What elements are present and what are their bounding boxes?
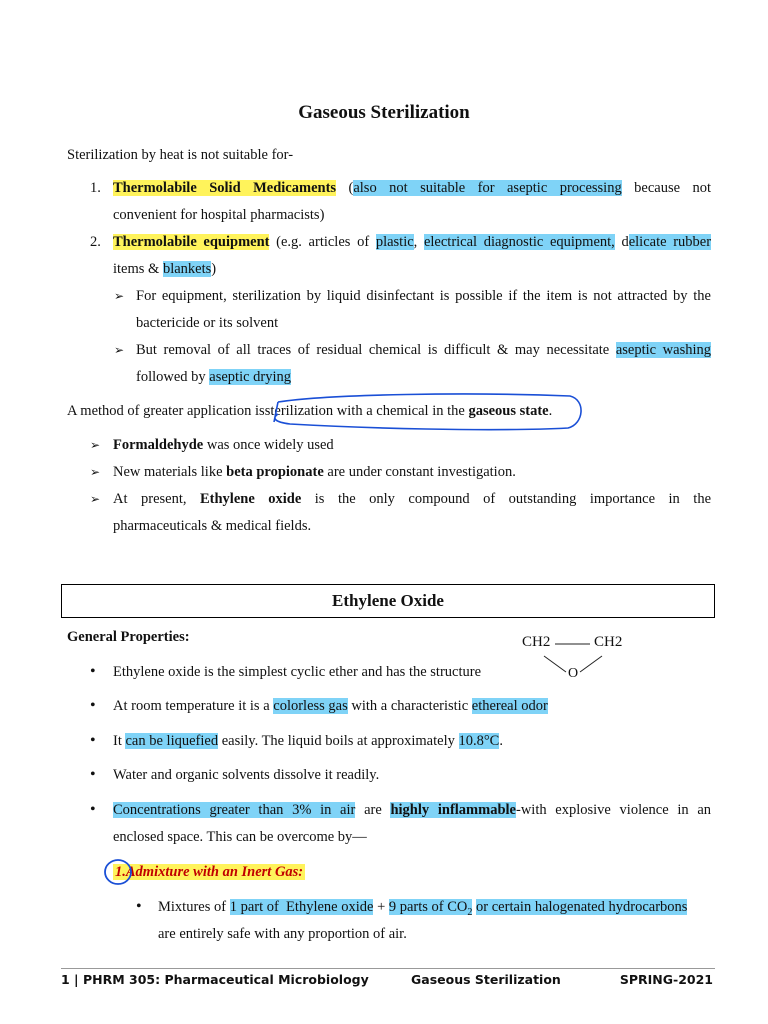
eo-pre: At present, <box>113 491 187 507</box>
bullet-formaldehyde <box>113 435 334 455</box>
prop-solvents: Water and organic solvents dissolve it readily. <box>113 767 380 783</box>
section-title: Ethylene Oxide <box>332 591 444 610</box>
bullet-dot-icon: • <box>90 697 96 714</box>
pen-circle-number-annotation <box>102 856 138 888</box>
arrow-bullet-icon: ➢ <box>90 492 101 506</box>
sub-bullet-b-line1 <box>136 340 711 360</box>
highlight-aseptic-washing: aseptic washing <box>615 342 711 358</box>
page-title: Gaseous Sterilization <box>298 102 470 123</box>
p2-pre: At room temperature it is a <box>113 698 270 714</box>
beta-pre: New materials like <box>113 464 223 480</box>
bullet-dot-icon: • <box>90 766 96 783</box>
admixture-heading <box>113 862 305 882</box>
p5-rest: -with explosive violence in an <box>515 802 712 818</box>
highlight-thermolabile-solid: Thermolabile Solid Medicaments <box>113 180 337 196</box>
beta-rest: are under constant investigation. <box>327 464 516 480</box>
ethylene-oxide-structure <box>522 634 632 684</box>
highlight-nine-parts: 9 parts of CO <box>388 899 468 915</box>
highlight-plastic: plastic <box>375 234 414 250</box>
method-post: . <box>548 403 553 419</box>
arrow-bullet-icon: ➢ <box>90 465 101 479</box>
footer-topic: Gaseous Sterilization <box>411 972 561 987</box>
list-item-2-line1 <box>113 232 711 252</box>
list-item-2-rubber-wrap <box>621 234 711 250</box>
sub-bullet-a-line1: For equipment, sterilization by liquid disinfectant is possible if the item is not attracted by the <box>136 288 711 304</box>
mixtures-line1 <box>158 897 687 923</box>
sub-bullet-b-text: But removal of all traces of residual chemical is difficult & may necessitate <box>136 342 610 358</box>
method-pre: A method of greater application is <box>67 403 265 419</box>
paren-open: ( <box>348 180 354 196</box>
admixture-text: Admixture with an Inert Gas: <box>125 864 304 880</box>
prop-colorless-gas <box>113 696 548 716</box>
letter-d: d <box>621 234 629 250</box>
highlight-blankets: blankets <box>162 261 212 277</box>
mix-plus: + <box>377 899 386 915</box>
arrow-bullet-icon: ➢ <box>90 438 101 452</box>
p5-are: are <box>364 802 382 818</box>
list-number-1: 1. <box>90 180 101 196</box>
mixtures-line2: are entirely safe with any proportion of air. <box>158 926 407 942</box>
co2-subscript: 2 <box>467 906 473 918</box>
p3-mid: easily. The liquid boils at approximately <box>221 733 455 749</box>
highlight-inflammable-wrap <box>390 802 516 818</box>
highlight-colorless-gas: colorless gas <box>273 698 348 714</box>
highlight-concentrations: Concentrations greater than 3% in air <box>113 802 356 818</box>
list-number-2: 2. <box>90 234 101 250</box>
page-footer <box>61 968 715 989</box>
p3-pre: It <box>113 733 122 749</box>
structure-ch2-right: CH2 <box>594 634 623 650</box>
bullet-dot-icon: • <box>90 732 96 749</box>
structure-oxygen: O <box>568 666 579 681</box>
admixture-highlight <box>113 864 305 880</box>
bullet-ethylene-oxide-line2: pharmaceuticals & medical fields. <box>113 518 312 534</box>
footer-term: SPRING-2021 <box>619 972 713 987</box>
pen-circle-annotation <box>270 388 586 434</box>
list-item-1-line2: convenient for hospital pharmacists) <box>113 207 325 223</box>
intro-text: Sterilization by heat is not suitable for- <box>67 147 294 163</box>
prop-cyclic-ether: Ethylene oxide is the simplest cyclic ether and has the structure <box>113 664 482 680</box>
highlight-delicate-rubber: elicate rubber <box>628 234 712 250</box>
highlight-aseptic-drying: aseptic drying <box>209 369 292 385</box>
structure-bonds <box>522 634 632 684</box>
arrow-bullet-icon: ➢ <box>114 343 125 357</box>
highlight-ethereal-odor: ethereal odor <box>471 698 548 714</box>
paren-close: ) <box>211 261 217 277</box>
highlight-aseptic-processing: also not suitable for aseptic processing <box>353 180 622 196</box>
prop-liquefied <box>113 731 503 751</box>
prop-inflammable-line1 <box>113 800 711 820</box>
highlight-liquefied: can be liquefied <box>125 733 219 749</box>
highlight-one-part: 1 part of Ethylene oxide <box>229 899 374 915</box>
method-mid: sterilization with a chemical in the <box>264 403 465 419</box>
bullet-ethylene-oxide-line1 <box>113 489 711 509</box>
method-gaseous-state: gaseous state <box>468 403 549 419</box>
p2-mid: with a characteristic <box>351 698 469 714</box>
highlight-thermolabile-equipment: Thermolabile equipment <box>113 234 270 250</box>
highlight-electrical-equipment: electrical diagnostic equipment, <box>423 234 615 250</box>
beta-bold: beta propionate <box>226 464 324 480</box>
highlight-inflammable: highly inflammable <box>390 802 516 818</box>
bullet-dot-icon: • <box>90 801 96 818</box>
structure-ch2-left: CH2 <box>522 634 551 650</box>
sub-bullet-a-line2: bactericide or its solvent <box>136 315 279 331</box>
list-item-1-line1 <box>113 178 711 198</box>
comma: , <box>413 234 418 250</box>
eo-bold: Ethylene oxide <box>199 491 302 507</box>
highlight-boiling-point: 10.8°C <box>458 733 500 749</box>
list-item-1-rest: because not <box>634 180 712 196</box>
formaldehyde-bold: Formaldehyde <box>113 437 204 453</box>
footer-course: 1 | PHRM 305: Pharmaceutical Microbiology <box>61 972 369 987</box>
list-item-2-line2 <box>113 259 216 279</box>
admixture-number: 1. <box>115 864 126 880</box>
bullet-dot-icon: • <box>136 898 142 915</box>
section-heading-box <box>61 584 715 618</box>
list-item-2-eg: (e.g. articles of <box>276 234 370 250</box>
arrow-bullet-icon: ➢ <box>114 289 125 303</box>
followed-by: followed by <box>136 369 206 385</box>
sub-bullet-b-line2 <box>136 367 291 387</box>
mix-pre: Mixtures of <box>158 899 227 915</box>
formaldehyde-rest: was once widely used <box>206 437 334 453</box>
general-properties-heading: General Properties: <box>67 629 190 645</box>
prop-inflammable-line2: enclosed space. This can be overcome by— <box>113 829 367 845</box>
p3-post: . <box>499 733 503 749</box>
eo-rest: is the only compound of outstanding importance in the <box>314 491 712 507</box>
items-and: items & <box>113 261 160 277</box>
highlight-nine-parts-wrap <box>388 899 473 918</box>
bullet-dot-icon: • <box>90 663 96 680</box>
highlight-halogenated: or certain halogenated hydrocarbons <box>476 899 688 915</box>
bullet-beta-propionate <box>113 462 516 482</box>
